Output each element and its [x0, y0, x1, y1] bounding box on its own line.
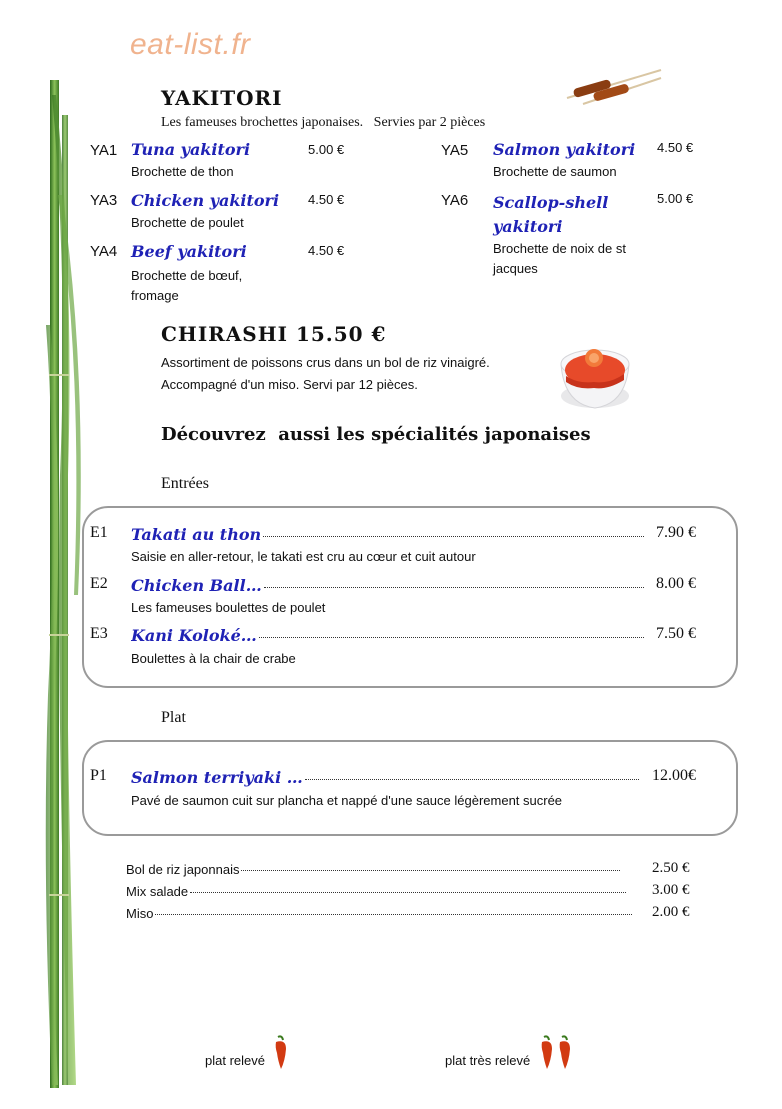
- entrees-label: Entrées: [161, 475, 209, 492]
- chirashi-description-line1: Assortiment de poissons crus dans un bol de riz vinaigré.: [161, 355, 490, 370]
- item-code: YA4: [90, 243, 118, 260]
- dish-name: Kani Koloké…: [131, 626, 257, 645]
- dish-price: 5.00 €: [657, 191, 694, 206]
- chirashi-description-line2: Accompagné d'un miso. Servi par 12 pièces.: [161, 377, 418, 392]
- entree-line: [131, 576, 648, 595]
- specialites-heading: Découvrez aussi les spécialités japonaises: [161, 424, 591, 445]
- chirashi-title: CHIRASHI 15.50 €: [161, 322, 387, 346]
- dish-description: Brochette de noix de st jacques: [493, 241, 626, 276]
- dish-price: 4.50 €: [308, 192, 345, 207]
- dish-description: Brochette de saumon: [493, 164, 617, 179]
- dish-description: Brochette de thon: [131, 164, 234, 179]
- dish-price: 7.50 €: [656, 625, 696, 642]
- dish-name: Salmon yakitori: [493, 140, 636, 159]
- extra-line: [126, 862, 624, 877]
- dish-description: Brochette de bœuf, fromage: [131, 268, 243, 303]
- item-code: YA5: [441, 142, 469, 159]
- dish-name: Chicken yakitori: [131, 191, 280, 210]
- bamboo-decoration: [38, 75, 88, 1090]
- extra-line: [126, 906, 636, 921]
- item-code: YA1: [90, 142, 118, 159]
- dish-description: Boulettes à la chair de crabe: [131, 651, 296, 666]
- plat-label: Plat: [161, 709, 186, 726]
- item-code: YA3: [90, 192, 118, 209]
- yakitori-skewer-image: [565, 58, 665, 106]
- legend-plat-releve: plat relevé: [205, 1053, 265, 1068]
- dish-description: Brochette de poulet: [131, 215, 244, 230]
- watermark: eat-list.fr: [130, 28, 251, 61]
- dish-description: Les fameuses boulettes de poulet: [131, 600, 326, 615]
- dish-price: 12.00€: [652, 767, 696, 784]
- dish-name: Takati au thon: [131, 525, 262, 544]
- dish-price: 4.50 €: [308, 243, 345, 258]
- dish-name: Scallop-shell yakitori: [493, 193, 609, 236]
- item-code: E1: [90, 524, 108, 541]
- item-code: YA6: [441, 192, 469, 209]
- extra-line: [126, 884, 630, 899]
- chili-pepper-icon: [272, 1035, 290, 1071]
- extra-name: Bol de riz japonnais: [126, 862, 240, 877]
- extra-price: 3.00 €: [652, 882, 690, 898]
- item-code: E2: [90, 575, 108, 592]
- extra-price: 2.00 €: [652, 904, 690, 920]
- legend-plat-tres-releve: plat très relevé: [445, 1053, 531, 1068]
- dish-price: 8.00 €: [656, 575, 696, 592]
- dish-name: Beef yakitori: [131, 242, 247, 261]
- dish-name: Tuna yakitori: [131, 140, 251, 159]
- item-code: P1: [90, 767, 107, 784]
- dish-price: 7.90 €: [656, 524, 696, 541]
- dish-description: Saisie en aller-retour, le takati est cru au cœur et cuit autour: [131, 549, 476, 564]
- dish-name: Chicken Ball…: [131, 576, 262, 595]
- entree-line: [131, 525, 648, 544]
- double-chili-pepper-icon: [538, 1035, 574, 1071]
- dish-name: Salmon terriyaki …: [131, 768, 303, 787]
- entree-line: [131, 626, 648, 645]
- extra-name: Miso: [126, 906, 154, 921]
- plat-box: [82, 740, 738, 836]
- dish-price: 5.00 €: [308, 142, 345, 157]
- chirashi-bowl-image: [558, 328, 632, 412]
- dish-description: Pavé de saumon cuit sur plancha et nappé d'une sauce légèrement sucrée: [131, 793, 563, 808]
- dish-price: 4.50 €: [657, 140, 694, 155]
- yakitori-title: YAKITORI: [161, 86, 283, 110]
- plat-line: [131, 768, 643, 787]
- item-code: E3: [90, 625, 108, 642]
- yakitori-subtitle: Les fameuses brochettes japonaises. Servies par 2 pièces: [161, 115, 486, 130]
- extra-name: Mix salade: [126, 884, 189, 899]
- extra-price: 2.50 €: [652, 860, 690, 876]
